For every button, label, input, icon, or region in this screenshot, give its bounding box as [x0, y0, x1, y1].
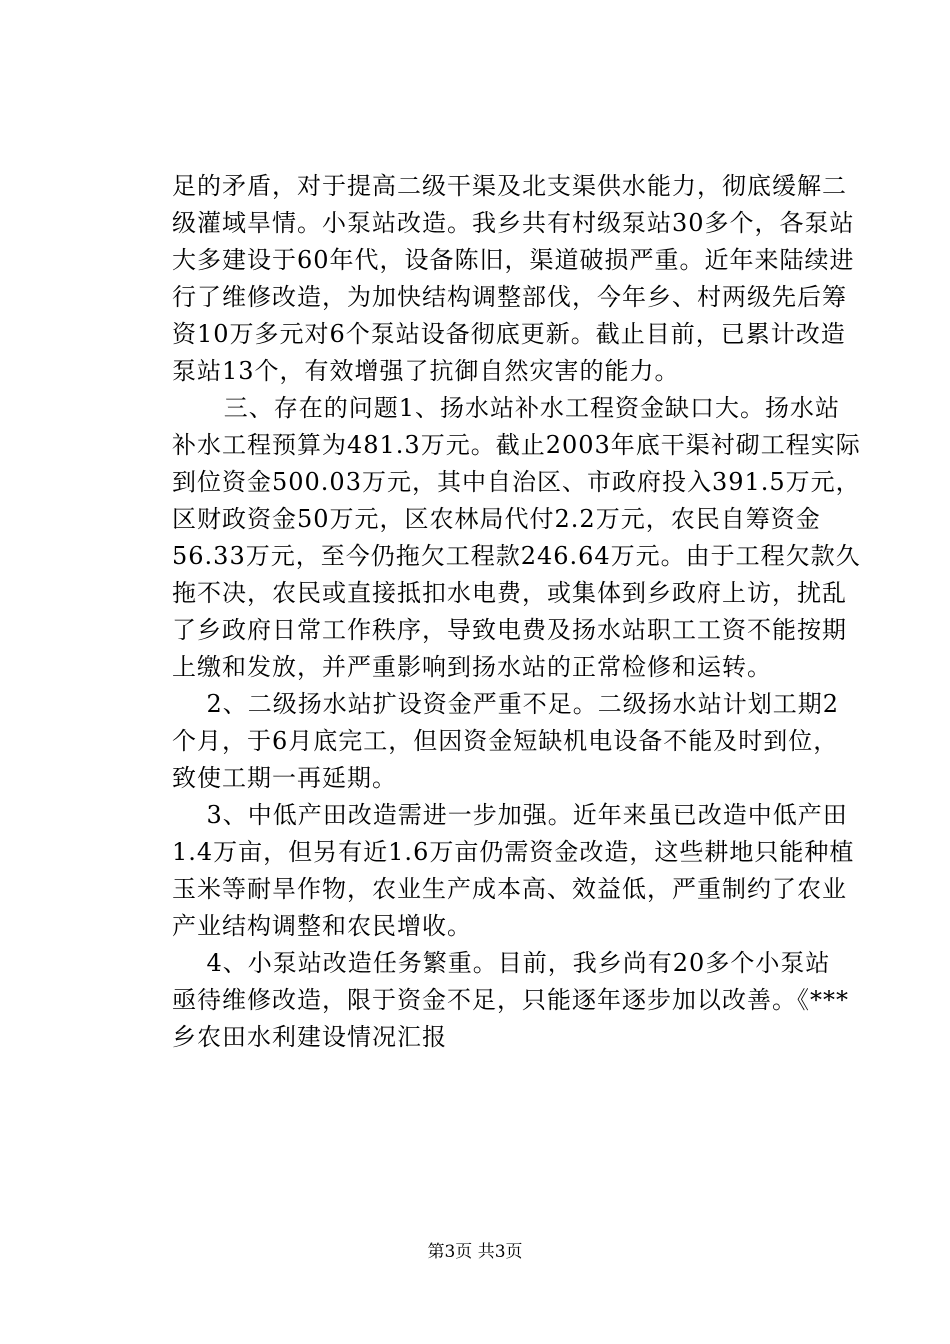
- text-line: 4、小泵站改造任务繁重。目前，我乡尚有20多个小泵站: [172, 949, 831, 977]
- text-line: 乡农田水利建设情况汇报: [172, 1023, 447, 1051]
- document-body: [172, 168, 861, 1056]
- text-line: 产业结构调整和农民增收。: [172, 912, 472, 940]
- text-line: 行了维修改造，为加快结构调整部伐，今年乡、村两级先后筹: [172, 283, 847, 311]
- text-line: 亟待维修改造，限于资金不足，只能逐年逐步加以改善。《***: [172, 986, 849, 1014]
- text-line: 足的矛盾，对于提高二级干渠及北支渠供水能力，彻底缓解二: [172, 172, 847, 200]
- text-line: 致使工期一再延期。: [172, 764, 397, 792]
- text-line: 泵站13个，有效增强了抗御自然灾害的能力。: [172, 357, 680, 385]
- text-line: 1.4万亩，但另有近1.6万亩仍需资金改造，这些耕地只能种植: [172, 838, 855, 866]
- text-line: 上缴和发放，并严重影响到扬水站的正常检修和运转。: [172, 653, 772, 681]
- text-line: 个月，于6月底完工，但因资金短缺机电设备不能及时到位，: [172, 727, 839, 755]
- text-line: 补水工程预算为481.3万元。截止2003年底干渠衬砌工程实际: [172, 431, 861, 459]
- text-line: 玉米等耐旱作物，农业生产成本高、效益低，严重制约了农业: [172, 875, 847, 903]
- text-line: 了乡政府日常工作秩序，导致电费及扬水站职工工资不能按期: [172, 616, 847, 644]
- text-line: 拖不决，农民或直接抵扣水电费，或集体到乡政府上访，扰乱: [172, 579, 847, 607]
- text-line: 56.33万元，至今仍拖欠工程款246.64万元。由于工程欠款久: [172, 542, 861, 570]
- text-line: 区财政资金50万元，区农林局代付2.2万元，农民自筹资金: [172, 505, 821, 533]
- text-line: 资10万多元对6个泵站设备彻底更新。截止目前，已累计改造: [172, 320, 846, 348]
- text-line: 级灌域旱情。小泵站改造。我乡共有村级泵站30多个，各泵站: [172, 209, 855, 237]
- text-line: 三、存在的问题1、扬水站补水工程资金缺口大。扬水站: [172, 394, 841, 422]
- text-line: 3、中低产田改造需进一步加强。近年来虽已改造中低产田: [172, 801, 848, 829]
- page-footer: 第3页 共3页: [427, 1242, 523, 1262]
- text-line: 到位资金500.03万元，其中自治区、市政府投入391.5万元，: [172, 468, 861, 496]
- text-line: 2、二级扬水站扩设资金严重不足。二级扬水站计划工期2: [172, 690, 840, 718]
- text-line: 大多建设于60年代，设备陈旧，渠道破损严重。近年来陆续进: [172, 246, 855, 274]
